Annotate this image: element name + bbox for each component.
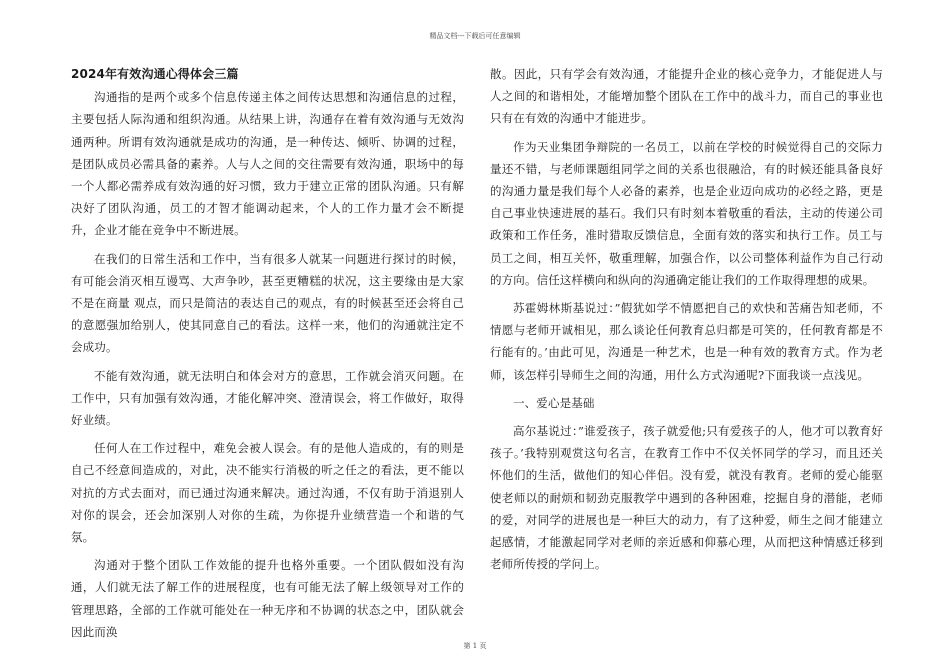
page-header: 精品文档---下载后可任意编辑 xyxy=(429,32,521,40)
paragraph: 苏霍姆林斯基说过：”假犹如学不情愿把自己的欢快和苦痛告知老师，不情愿与老师开诚相见，那么谈论任何教育总归都是可笑的，任何教育都是不行能有的。’由此可见，沟通是一种艺术，也是一种有效的教育方式。作为老师，该怎样引导师生之间的沟通，用什么方式沟通呢?下面我谈一点浅见。 xyxy=(490,301,883,382)
page-number: 第 1 页 xyxy=(463,642,487,650)
paragraph: 任何人在工作过程中，难免会被人误会。有的是他人造成的，有的则是自己不经意间造成的，对此，决不能实行消极的听之任之的看法，更不能以对抗的方式去面对，而已通过沟通来解决。通过沟通，不仅有助于消退别人对你的误会，还会加深别人对你的生疏，为你提升业绩营造一个和谐的气氛。 xyxy=(71,441,464,545)
paragraph: 不能有效沟通，就无法明白和体会对方的意思，工作就会消灭问题。在工作中，只有加强有效沟通，才能化解冲突、澄清误会，将工作做好，取得好业绩。 xyxy=(71,368,464,428)
paragraph-continuation: 散。因此，只有学会有效沟通，才能提升企业的核心竞争力，才能促进人与人之间的和谐相处，才能增加整个团队在工作中的战斗力，而自己的事业也只有在有效的沟通中才能进步。 xyxy=(490,67,883,126)
paragraph: 沟通指的是两个或多个信息传递主体之间传达思想和沟通信息的过程，主要包括人际沟通和组织沟通。从结果上讲，沟通存在着有效沟通与无效沟通两种。所谓有效沟通就是成功的沟通，是一种传达、倾听、协调的过程，是团队成员必需具备的素养。人与人之间的交往需要有效沟通，职场中的每一个人都必需养成有效沟通的好习惯，致力于建立正常的团队沟通。只有解决好了团队沟通，员工的才智才能调动起来，个人的工作力量才会不断提升，企业才能在竞争中不断进展。 xyxy=(71,90,464,238)
section-heading: 一、爱心是基础 xyxy=(513,395,595,410)
right-column xyxy=(490,63,883,581)
left-column xyxy=(71,63,464,649)
paragraph: 高尔基说过：”谁爱孩子，孩子就爱他;只有爱孩子的人，他才可以教育好孩子。’我特别观赏这句名言，在教育工作中不仅关怀同学的学习，而且还关怀他们的生活，做他们的知心伴侣。没有爱，就没有教育。老师的爱心能驱使老师以的耐烦和韧劲克服教学中遇到的各种困难，挖掘自身的潜能，老师的爱，对同学的进展也是一种巨大的动力，有了这种爱，师生之间才能建立起感情，才能激起同学对老师的亲近感和仰慕心理，从而把这种情感迁移到老师所传授的学问上。 xyxy=(490,424,883,572)
document-title: 2024年有效沟通心得体会三篇 xyxy=(71,67,239,81)
paragraph: 沟通对于整个团队工作效能的提升也格外重要。一个团队假如没有沟通，人们就无法了解工作的进展程度，也有可能无法了解上级领导对工作的管理思路，全部的工作就可能处在一种无序和不协调的状态之中，团队就会因此而涣 xyxy=(71,558,464,639)
paragraph: 在我们的日常生活和工作中，当有很多人就某一问题进行探讨的时候，有可能会消灭相互谩骂、大声争吵，甚至更糟糕的状况，这主要缘由是大家不是在商量 观点，而只是简洁的表达自己的观点，有的时候甚至还会将自己的意愿强加给别人，使其同意自己的看法。这样一来，他们的沟通就注定不会成功。 xyxy=(71,251,464,355)
paragraph: 作为天业集团争辩院的一名员工，以前在学校的时候觉得自己的交际力量还不错，与老师课题组同学之间的关系也很融洽，有的时候还能具备良好的沟通力量是我们每个人必备的素养，也是企业迈向成功的必经之路，更是自己事业快速进展的基石。我们只有时刻本着敬重的看法，主动的传递公司政策和工作任务，准时猎取反馈信息，全面有效的落实和执行工作。员工与员工之间，相互关怀，敬重理解，加强合作，以公司整体利益作为自己行动的方向。信任这样横向和纵向的沟通确定能让我们的工作取得理想的成果。 xyxy=(490,139,883,287)
